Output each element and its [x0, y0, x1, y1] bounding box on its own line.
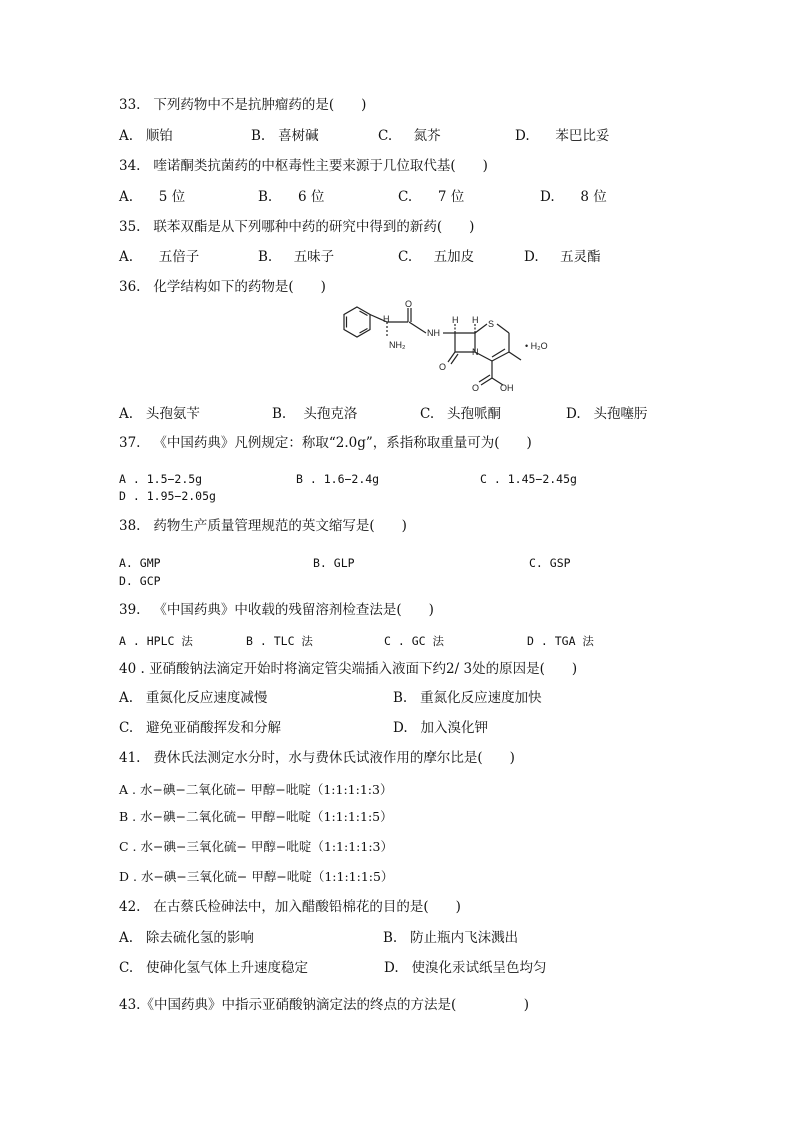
atom-label: OH: [500, 383, 514, 393]
option-c: C. 避免亚硝酸挥发和分解: [119, 720, 282, 736]
option-b: B. 喜树碱: [251, 128, 319, 144]
option-c: C. 使砷化氢气体上升速度稳定: [119, 960, 309, 976]
atom-label: N: [472, 347, 479, 357]
option-a: A. GMP: [119, 556, 161, 570]
question-42: [119, 899, 461, 915]
atom-label: O: [472, 383, 480, 393]
question-number: 33.: [119, 97, 141, 113]
option-c: C. 7 位: [398, 189, 465, 205]
question-39: [119, 602, 434, 618]
option-a: A. 除去硫化氢的影响: [119, 930, 254, 946]
option-a: A . 1.5−2.5g: [119, 472, 203, 486]
option-a: A. 重氮化反应速度减慢: [119, 690, 268, 706]
question-34: [119, 158, 488, 174]
option-a: A. 顺铂: [119, 128, 173, 144]
question-text: 亚硝酸钠法滴定开始时将滴定管尖端插入液面下约2/ 3处的原因是( ): [149, 661, 578, 677]
question-35: [119, 219, 474, 235]
question-number: 42.: [119, 899, 141, 915]
question-text: 在古蔡氏检砷法中，加入醋酸铅棉花的目的是( ): [153, 899, 461, 915]
question-text: 《中国药典》中指示亚硝酸钠滴定法的终点的方法是( ): [140, 997, 530, 1013]
option-c: C . 1.45−2.45g: [480, 472, 577, 486]
question-number: 35.: [119, 219, 141, 235]
question-41: [119, 750, 515, 766]
question-33: [119, 97, 366, 113]
option-a: A. 五倍子: [119, 249, 200, 265]
option-a: A . 水−碘−二氧化硫− 甲醇−吡啶（1:1:1:1:3）: [119, 782, 393, 797]
atom-label: O: [405, 299, 413, 309]
question-37: [119, 435, 532, 451]
option-b: B. 五味子: [258, 249, 335, 265]
option-b: B. 重氮化反应速度加快: [393, 690, 542, 706]
question-text: 喹诺酮类抗菌药的中枢毒性主要来源于几位取代基( ): [153, 158, 488, 174]
question-text: 药物生产质量管理规范的英文缩写是( ): [153, 518, 407, 534]
question-number: 38.: [119, 518, 141, 534]
atom-label: NH: [427, 328, 440, 338]
option-d: D. 五灵酯: [524, 249, 601, 265]
option-b: B. GLP: [313, 556, 355, 570]
atom-label: S: [488, 319, 495, 329]
question-text: 费休氏法测定水分时，水与费休氏试液作用的摩尔比是( ): [153, 750, 515, 766]
option-d: D. 加入溴化钾: [393, 720, 489, 736]
option-b: B. 防止瓶内飞沫溅出: [383, 930, 519, 946]
atom-label: O: [439, 362, 447, 372]
option-b: B . 水−碘−二氧化硫− 甲醇−吡啶（1:1:1:1:5）: [119, 809, 393, 824]
option-a: A. 头孢氨苄: [119, 406, 200, 422]
option-d: D . 水−碘−三氧化硫− 甲醇−吡啶（1:1:1:1:5）: [119, 869, 394, 884]
option-b: B. 头孢克洛: [272, 406, 358, 422]
hydrate-label: • H₂O: [525, 341, 548, 351]
option-c: C . 水−碘−三氧化硫− 甲醇−吡啶（1:1:1:1:3）: [119, 839, 393, 854]
question-number: 37.: [119, 435, 141, 451]
question-text: 《中国药典》凡例规定：称取“2.0g”，系指称取重量可为( ): [153, 435, 532, 451]
option-d: D. 头孢噻肟: [566, 406, 648, 422]
option-b: B . TLC 法: [246, 634, 313, 648]
question-number: 39.: [119, 602, 141, 618]
option-b: B . 1.6−2.4g: [296, 472, 380, 486]
question-36: [119, 279, 326, 295]
question-43: [119, 997, 529, 1013]
question-number: 41.: [119, 750, 141, 766]
option-d: D. GCP: [119, 574, 161, 588]
option-c: C. 五加皮: [398, 249, 475, 265]
question-number: 43.: [119, 997, 141, 1013]
question-number: 34.: [119, 158, 141, 174]
option-c: C. GSP: [529, 556, 571, 570]
chemical-structure-diagram: [335, 298, 560, 398]
atom-label: H: [472, 315, 479, 325]
question-38: [119, 518, 407, 534]
atom-label: H: [383, 314, 390, 324]
option-a: A . HPLC 法: [119, 634, 193, 648]
option-d: D . 1.95−2.05g: [119, 489, 216, 503]
question-text: 化学结构如下的药物是( ): [153, 279, 326, 295]
question-number: 40 .: [119, 661, 145, 677]
option-c: C. 氮芥: [378, 128, 441, 144]
option-d: D. 使溴化汞试纸呈色均匀: [384, 960, 547, 976]
option-c: C. 头孢哌酮: [420, 406, 502, 422]
option-d: D. 苯巴比妥: [515, 128, 610, 144]
option-b: B. 6 位: [258, 189, 325, 205]
option-d: D . TGA 法: [527, 634, 594, 648]
question-text: 下列药物中不是抗肿瘤药的是( ): [153, 97, 367, 113]
question-40: [119, 661, 577, 677]
question-text: 《中国药典》中收载的残留溶剂检查法是( ): [153, 602, 434, 618]
option-a: A. 5 位: [119, 189, 186, 205]
question-text: 联苯双酯是从下列哪种中药的研究中得到的新药( ): [153, 219, 475, 235]
atom-label: H: [452, 315, 459, 325]
option-d: D. 8 位: [540, 189, 607, 205]
question-number: 36.: [119, 279, 141, 295]
option-c: C . GC 法: [384, 634, 444, 648]
atom-label: NH₂: [389, 340, 406, 350]
